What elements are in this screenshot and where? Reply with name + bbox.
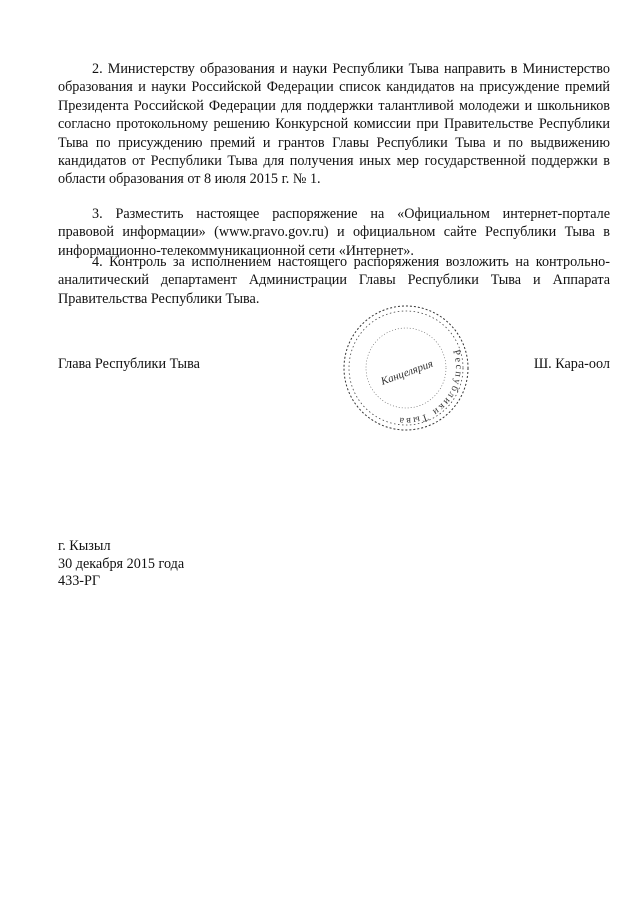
signatory-name: Ш. Кара-оол [533, 356, 610, 372]
svg-text:Республики Тыва: Республики Тыва [396, 348, 465, 427]
stamp-center-text: Канцелярия [379, 357, 435, 388]
footer-date: 30 декабря 2015 года [58, 555, 185, 572]
document-footer [58, 538, 184, 591]
paragraph-2: 2. Министерству образования и науки Республики Тыва направить в Министерство образования и науки Российской Федерации список кандидатов на присуждение премий Президента Российской Федерации для поддержки талантливой молодежи и школьников согласно протокольному решению Конкурсной комиссии при Правительстве Республики Тыва по присуждению премий и грантов Главы Республики Тыва и по выдвижению кандидатов от Республики Тыва для получения иных мер государственной поддержки в области образования от 8 июля 2015 г. № 1. [58, 61, 610, 188]
footer-number: 433-РГ [58, 573, 101, 590]
official-stamp-seal [338, 300, 474, 436]
signatory-position: Глава Республики Тыва [58, 356, 200, 372]
footer-city: г. Кызыл [58, 538, 111, 554]
paragraph-4: 4. Контроль за исполнением настоящего распоряжения возложить на контрольно-аналитический департамент Администрации Главы Республики Тыва и Аппарата Правительства Республики Тыва. [58, 254, 610, 307]
paragraph-3: 3. Разместить настоящее распоряжение на «Официальном интернет-портале правовой информации» (www.pravo.gov.ru) и официальном сайте Республики Тыва в информационно-телекоммуникационной сети «Интернет». [58, 206, 610, 259]
